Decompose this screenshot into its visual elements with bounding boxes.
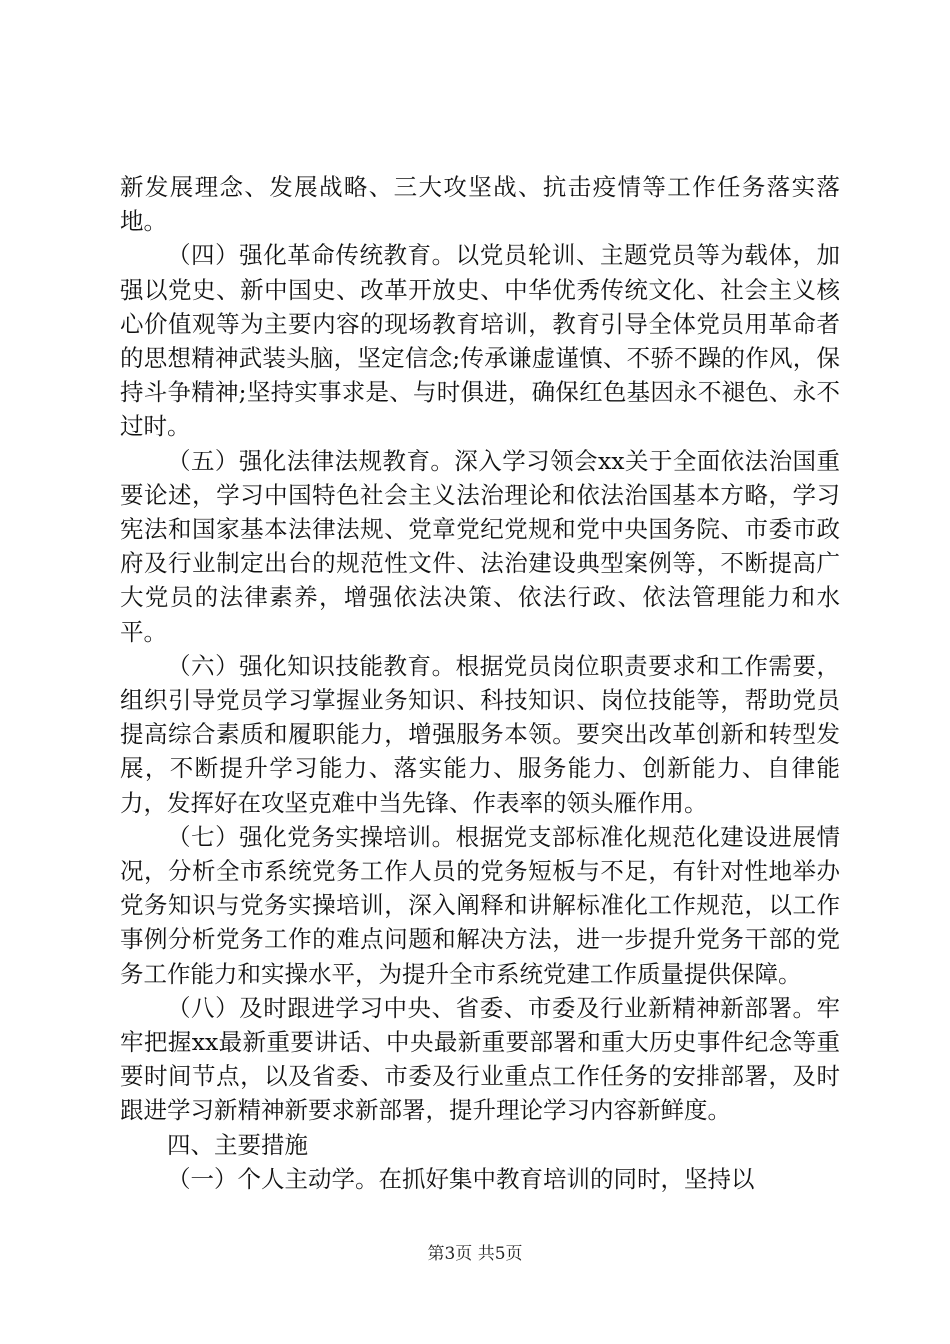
section-heading-main-measures: 四、主要措施: [167, 1130, 308, 1159]
paragraph-individual-study: （一）个人主动学。在抓好集中教育培训的同时，坚持以: [167, 1164, 755, 1193]
paragraph-party-affairs-training: （七）强化党务实操培训。根据党支部标准化规范化建设进展情况，分析全市系统党务工作人员的党务短板与不足，有针对性地举办党务知识与党务实操培训，深入阐释和讲解标准化工作规范，以工作事例分析党务工作的难点问题和解决方法，进一步提升党务干部的党务工作能力和实操水平，为提升全市系统党建工作质量提供保障。: [120, 822, 840, 988]
paragraph-revolution-tradition: （四）强化革命传统教育。以党员轮训、主题党员等为载体，加强以党史、新中国史、改革开放史、中华优秀传统文化、社会主义核心价值观等为主要内容的现场教育培训，教育引导全体党员用革命者的思想精神武装头脑，坚定信念;传承谦虚谨慎、不骄不躁的作风，保持斗争精神;坚持实事求是、与时俱进，确保红色基因永不褪色、永不过时。: [120, 241, 840, 441]
page-footer: [0, 1243, 950, 1265]
page-number: 第3页 共5页: [427, 1244, 523, 1264]
paragraph-law-education: （五）强化法律法规教育。深入学习领会xx关于全面依法治国重要论述，学习中国特色社会主义法治理论和依法治国基本方略，学习宪法和国家基本法律法规、党章党纪党规和党中央国务院、市委市政府及行业制定出台的规范性文件、法治建设典型案例等，不断提高广大党员的法律素养，增强依法决策、依法行政、依法管理能力和水平。: [120, 446, 840, 646]
paragraph-skills-education: （六）强化知识技能教育。根据党员岗位职责要求和工作需要，组织引导党员学习掌握业务知识、科技知识、岗位技能等，帮助党员提高综合素质和履职能力，增强服务本领。要突出改革创新和转型发展，不断提升学习能力、落实能力、服务能力、创新能力、自律能力，发挥好在攻坚克难中当先锋、作表率的领头雁作用。: [120, 651, 840, 817]
document-body: [120, 170, 840, 1196]
paragraph-continued: 新发展理念、发展战略、三大攻坚战、抗击疫情等工作任务落实落地。: [120, 173, 840, 236]
paragraph-follow-up-study: （八）及时跟进学习中央、省委、市委及行业新精神新部署。牢牢把握xx最新重要讲话、中央最新重要部署和重大历史事件纪念等重要时间节点，以及省委、市委及行业重点工作任务的安排部署，及时跟进学习新精神新要求新部署，提升理论学习内容新鲜度。: [120, 993, 840, 1125]
